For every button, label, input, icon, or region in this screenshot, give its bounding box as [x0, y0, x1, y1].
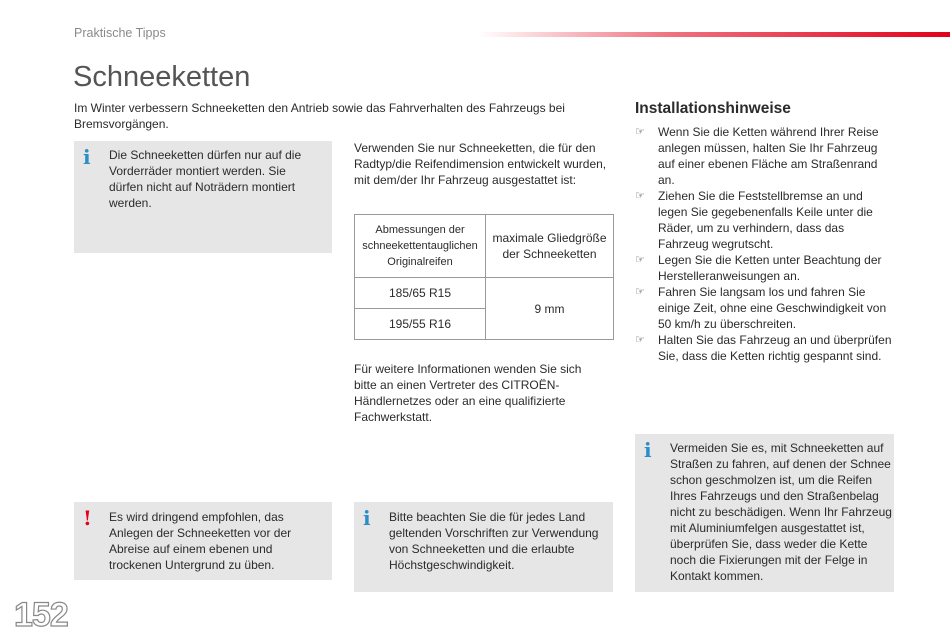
- tire-chain-table: [354, 214, 614, 340]
- page-title: Schneeketten: [73, 61, 251, 93]
- list-item: ☞ Halten Sie das Fahrzeug an und überprüfen Sie, dass die Ketten richtig gespannt sind.: [635, 333, 892, 363]
- table-cell-link-size: 9 mm: [486, 278, 614, 340]
- info-icon: i: [644, 438, 652, 462]
- pointing-hand-icon: ☞: [635, 126, 645, 138]
- table-header-tire-size: Abmessungen der schneekettentauglichen Originalreifen: [355, 215, 486, 278]
- section-title: Praktische Tipps: [74, 26, 166, 40]
- warning-icon: !: [83, 506, 92, 530]
- info-box-front-wheels: [74, 141, 332, 253]
- intro-paragraph: Im Winter verbessern Schneeketten den Antrieb sowie das Fahrverhalten des Fahrzeugs bei Bremsvorgängen.: [74, 101, 565, 131]
- pointing-hand-icon: ☞: [635, 286, 645, 298]
- pointing-hand-icon: ☞: [635, 254, 645, 266]
- info-box-text: Die Schneeketten dürfen nur auf die Vorderräder montiert werden. Sie dürfen nicht auf Noträdern montiert werden.: [109, 148, 302, 210]
- info-box-melted-snow: [635, 434, 894, 592]
- table-cell-tire-size: 195/55 R16: [355, 309, 486, 340]
- table-header-link-size: maximale Gliedgröße der Schneeketten: [486, 215, 614, 278]
- table-header-row: [355, 215, 614, 278]
- list-item: ☞ Legen Sie die Ketten unter Beachtung der Herstelleranweisungen an.: [635, 253, 882, 283]
- tire-compatibility-paragraph: Verwenden Sie nur Schneeketten, die für den Radtyp/die Reifendimension entwickelt wurden, mit dem/der Ihr Fahrzeug ausgestattet ist:: [354, 141, 607, 187]
- pointing-hand-icon: ☞: [635, 334, 645, 346]
- info-icon: i: [83, 145, 91, 169]
- page-number: 152: [14, 598, 68, 633]
- list-item: ☞ Fahren Sie langsam los und fahren Sie einige Zeit, ohne eine Geschwindigkeit von 50 km/h zu überschreiten.: [635, 285, 887, 331]
- warning-box: [74, 502, 332, 580]
- table-row: [355, 278, 614, 309]
- info-box-text: Bitte beachten Sie die für jedes Land geltenden Vorschriften zur Verwendung von Schneeketten und die erlaubte Höchstgeschwindigkeit.: [389, 510, 599, 572]
- header-divider: [478, 32, 950, 37]
- info-box-regulations: [354, 502, 613, 592]
- installation-heading: Installationshinweise: [635, 100, 791, 117]
- list-item: ☞ Wenn Sie die Ketten während Ihrer Reise anlegen müssen, halten Sie Ihr Fahrzeug auf einer ebenen Fläche am Straßenrand an.: [635, 125, 879, 187]
- list-item: ☞ Ziehen Sie die Feststellbremse an und legen Sie gegebenenfalls Keile unter die Räder, um zu verhindern, dass das Fahrzeug wegrutscht.: [635, 189, 873, 251]
- installation-steps: [635, 124, 895, 364]
- pointing-hand-icon: ☞: [635, 190, 645, 202]
- table-cell-tire-size: 185/65 R15: [355, 278, 486, 309]
- warning-box-text: Es wird dringend empfohlen, das Anlegen der Schneeketten vor der Abreise auf einem ebenen und trockenen Untergrund zu üben.: [109, 510, 292, 572]
- info-icon: i: [363, 506, 371, 530]
- dealer-info-paragraph: Für weitere Informationen wenden Sie sich bitte an einen Vertreter des CITROËN-Händlernetzes oder an eine qualifizierte Fachwerkstatt.: [354, 362, 582, 424]
- info-box-text: Vermeiden Sie es, mit Schneeketten auf Straßen zu fahren, auf denen der Schnee schon geschmolzen ist, um die Reifen Ihres Fahrzeugs und den Straßenbelag nicht zu beschädigen. Wenn Ihr Fahrzeug mit Aluminiumfelgen ausgestattet ist, überprüfen Sie, dass weder die Kette noch die Fixierungen mit der Felge in Kontakt kommen.: [670, 441, 892, 583]
